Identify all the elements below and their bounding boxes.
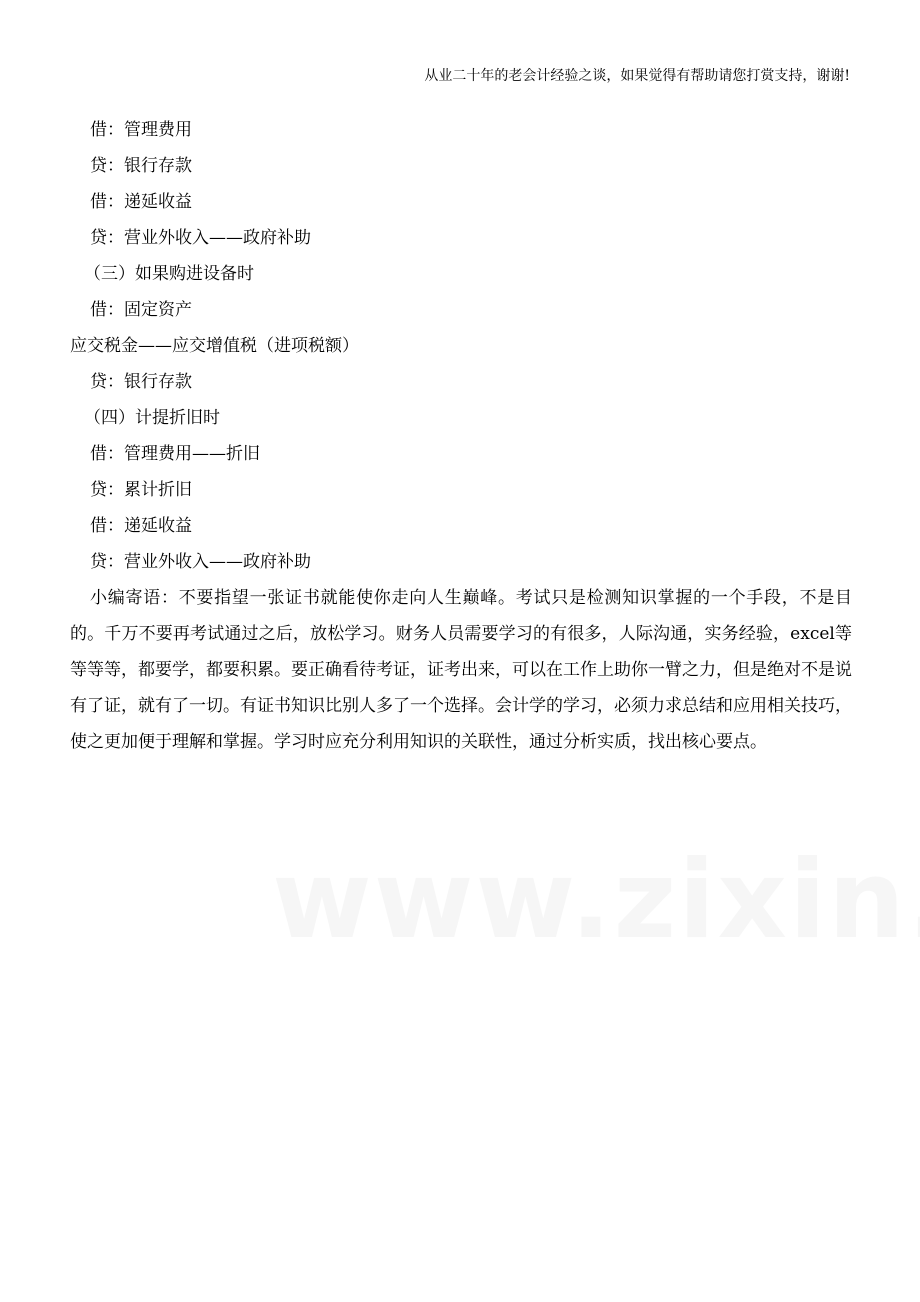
entry-line: 借：管理费用——折旧: [90, 444, 260, 464]
header-note: 从业二十年的老会计经验之谈，如果觉得有帮助请您打赏支持，谢谢!: [424, 68, 850, 84]
entry-line: 借：固定资产: [90, 300, 192, 320]
closing-paragraph: 小编寄语：不要指望一张证书就能使你走向人生巅峰。考试只是检测知识掌握的一个手段，不是目的。千万不要再考试通过之后，放松学习。财务人员需要学习的有很多，人际沟通，实务经验，excel等等等等，都要学，都要积累。要正确看待考证，证考出来，可以在工作上助你一臂之力，但是绝对不是说有了证，就有了一切。有证书知识比别人多了一个选择。会计学的学习，必须力求总结和应用相关技巧，使之更加便于理解和掌握。学习时应充分利用知识的关联性，通过分析实质，找出核心要点。: [70, 588, 852, 752]
entry-line: 贷：累计折旧: [90, 480, 192, 500]
section-heading: （四）计提折旧时: [84, 408, 220, 428]
entry-line: 借：递延收益: [90, 516, 192, 536]
entry-line: 借：管理费用: [90, 120, 192, 140]
entry-line: 应交税金——应交增值税（进项税额）: [70, 336, 359, 356]
entry-line: 贷：营业外收入——政府补助: [90, 228, 311, 248]
entry-line: 贷：银行存款: [90, 156, 192, 176]
entry-line: 借：递延收益: [90, 192, 192, 212]
entry-line: 贷：银行存款: [90, 372, 192, 392]
document-body: [70, 112, 852, 760]
watermark: [272, 838, 920, 963]
entry-line: 贷：营业外收入——政府补助: [90, 552, 311, 572]
section-heading: （三）如果购进设备时: [84, 264, 254, 284]
